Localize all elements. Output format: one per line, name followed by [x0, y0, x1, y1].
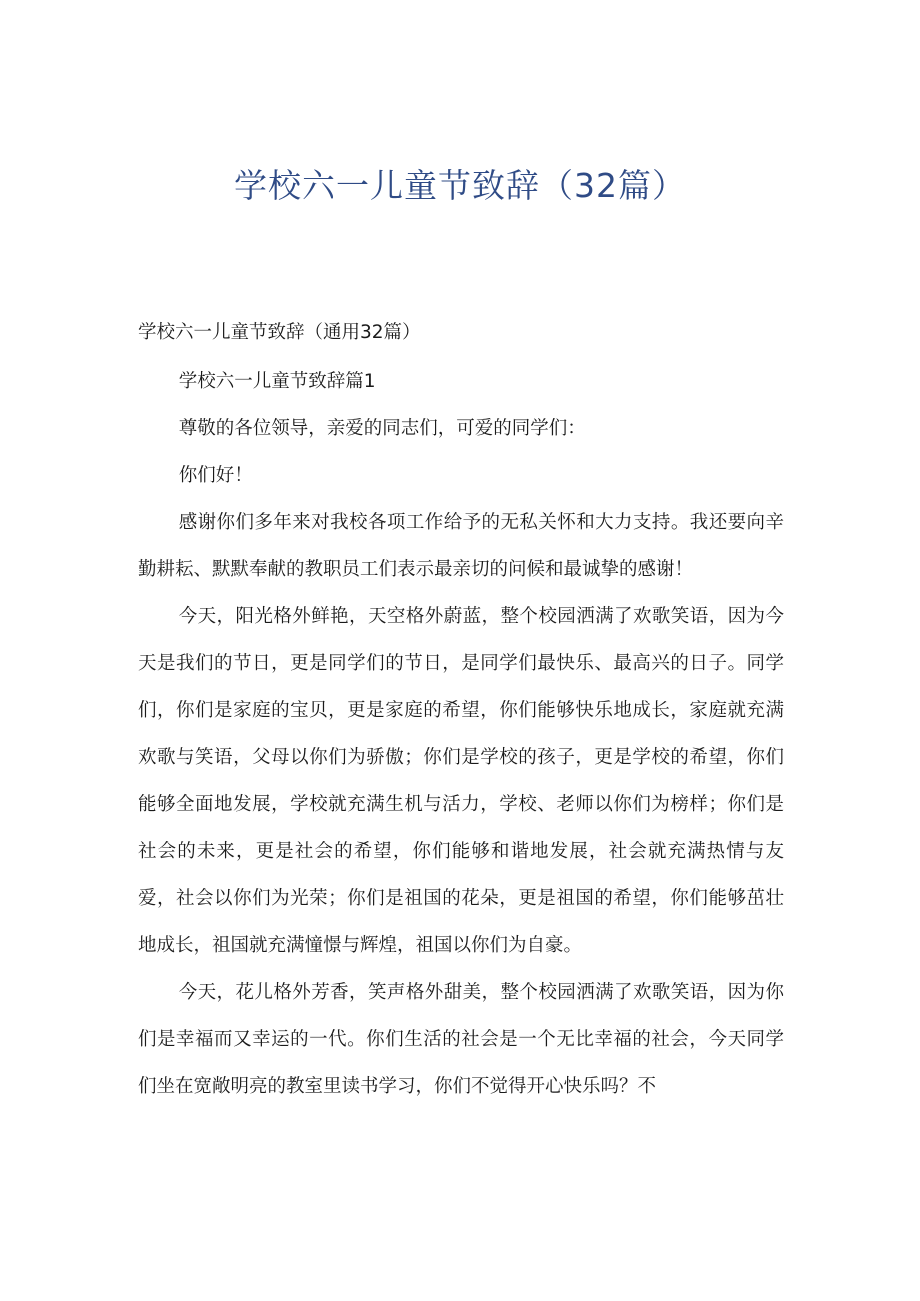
paragraph-today-sunshine: 今天，阳光格外鲜艳，天空格外蔚蓝，整个校园洒满了欢歌笑语，因为今天是我们的节日，更是同学们的节日，是同学们最快乐、最高兴的日子。同学们，你们是家庭的宝贝，更是家庭的希望，你们能够快乐地成长，家庭就充满欢歌与笑语，父母以你们为骄傲；你们是学校的孩子，更是学校的希望，你们能够全面地发展，学校就充满生机与活力，学校、老师以你们为榜样；你们是社会的未来，更是社会的希望，你们能够和谐地发展，社会就充满热情与友爱，社会以你们为光荣；你们是祖国的花朵，更是祖国的希望，你们能够茁壮地成长，祖国就充满憧憬与辉煌，祖国以你们为自豪。 [138, 606, 784, 956]
document-subtitle: 学校六一儿童节致辞（通用32篇） [138, 322, 421, 343]
paragraph-thanks: 感谢你们多年来对我校各项工作给予的无私关怀和大力支持。我还要向辛勤耕耘、默默奉献的教职员工们表示最亲切的问候和最诚挚的感谢！ [138, 512, 784, 580]
document-body [138, 309, 784, 1110]
document-title: 学校六一儿童节致辞（32篇） [234, 166, 686, 205]
section-heading: 学校六一儿童节致辞篇1 [178, 371, 376, 392]
paragraph-salutation: 尊敬的各位领导，亲爱的同志们，可爱的同学们： [178, 418, 586, 439]
paragraph-greeting: 你们好！ [178, 465, 253, 486]
paragraph-today-flowers: 今天，花儿格外芳香，笑声格外甜美，整个校园洒满了欢歌笑语，因为你们是幸福而又幸运的一代。你们生活的社会是一个无比幸福的社会，今天同学们坐在宽敞明亮的教室里读书学习，你们不觉得开心快乐吗？不 [138, 982, 784, 1097]
